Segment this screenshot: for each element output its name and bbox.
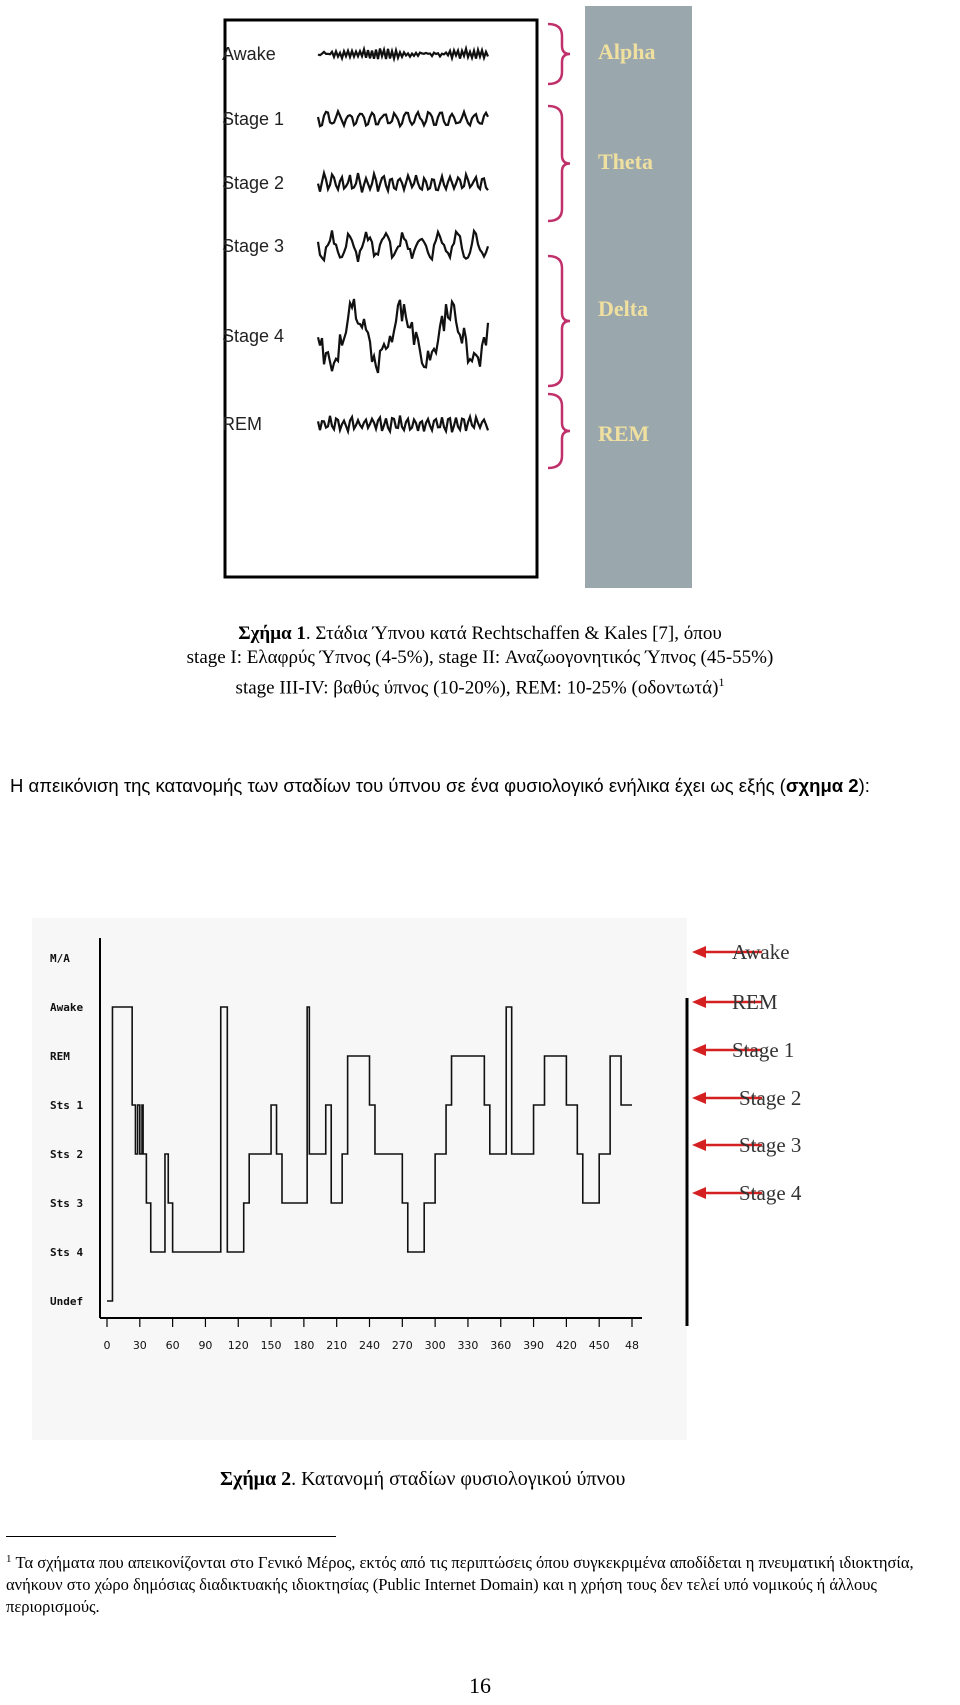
y-category-label: Sts 2: [50, 1148, 84, 1161]
body-paragraph: [10, 772, 955, 799]
figure-2-caption: [220, 1466, 760, 1492]
footnote-marker: 1: [6, 1553, 12, 1565]
band-brace: [548, 106, 570, 221]
arrow-head-icon: [692, 1092, 706, 1104]
x-tick-label: 450: [588, 1339, 610, 1352]
y-category-label: REM: [50, 1050, 70, 1063]
paragraph-ref-open: (: [779, 775, 786, 796]
x-tick-label: 120: [227, 1339, 249, 1352]
arrow-stage-label: Stage 4: [739, 1181, 802, 1205]
x-tick-label: 180: [293, 1339, 315, 1352]
band-brace: [548, 256, 570, 386]
y-category-label: Sts 4: [50, 1246, 84, 1259]
x-tick-label: 240: [359, 1339, 380, 1352]
y-category-label: Undef: [50, 1295, 84, 1308]
arrow-head-icon: [692, 1044, 706, 1056]
x-tick-label: 270: [391, 1339, 413, 1352]
figure-1-sleep-eeg-stages: [210, 6, 692, 588]
arrow-head-icon: [692, 996, 706, 1008]
band-brace: [548, 394, 570, 468]
caption-1-prefix: Σχήμα 1: [238, 623, 306, 644]
y-category-label: M/A: [50, 952, 70, 965]
stage-label: Awake: [222, 44, 276, 64]
arrow-stage-label: REM: [732, 990, 778, 1014]
arrow-head-icon: [692, 1139, 706, 1151]
arrow-head-icon: [692, 1187, 706, 1199]
figure-1-caption: [60, 622, 900, 700]
paragraph-figure-ref: σχημα 2: [785, 775, 859, 796]
x-tick-label: 90: [198, 1339, 213, 1352]
footnote-reference: 1: [718, 675, 725, 689]
hypnogram-background: [32, 918, 687, 1440]
band-label: REM: [598, 421, 650, 446]
caption-2-prefix: Σχήμα 2: [220, 1468, 292, 1490]
x-tick-label: 330: [457, 1339, 479, 1352]
stage-label: Stage 4: [222, 326, 285, 346]
caption-1-line-3: stage III-IV: βαθύς ύπνος (10-20%), REM: 10-25% (οδοντωτά): [235, 677, 719, 699]
x-tick-label: 0: [103, 1339, 111, 1352]
band-label: Delta: [598, 296, 649, 321]
arrow-head-icon: [692, 946, 706, 958]
page-number: 16: [469, 1673, 491, 1698]
x-tick-label: 390: [523, 1339, 545, 1352]
figure-1-canvas: [210, 6, 692, 588]
x-tick-label: 30: [132, 1339, 147, 1352]
caption-1-line-1: . Στάδια Ύπνου κατά Rechtschaffen & Kales [7], όπου: [305, 623, 722, 644]
caption-1-line-2: stage I: Ελαφρύς Ύπνος (4-5%), stage II: Αναζωογονητικός Ύπνος (45-55%): [186, 647, 774, 668]
stage-label: Stage 3: [222, 236, 285, 256]
stage-label: Stage 2: [222, 173, 285, 193]
x-tick-label: 210: [326, 1339, 348, 1352]
figure-2-hypnogram: [32, 918, 952, 1440]
paragraph-ref-close: ):: [858, 775, 870, 796]
arrow-stage-label: Stage 2: [739, 1086, 802, 1110]
y-category-label: Awake: [50, 1001, 84, 1014]
band-label: Alpha: [598, 39, 656, 64]
x-tick-label: 300: [424, 1339, 446, 1352]
figure-1-frame: [225, 20, 537, 577]
arrow-stage-label: Awake: [732, 940, 790, 964]
arrow-stage-label: Stage 1: [732, 1038, 795, 1062]
band-brace: [548, 24, 570, 84]
stage-label: REM: [222, 414, 262, 434]
x-tick-label: 48: [625, 1339, 639, 1352]
footnote-rule: [6, 1536, 336, 1537]
x-tick-label: 420: [555, 1339, 577, 1352]
arrow-stage-label: Stage 3: [739, 1133, 802, 1157]
y-category-label: Sts 3: [50, 1197, 84, 1210]
band-label: Theta: [598, 149, 653, 174]
y-category-label: Sts 1: [50, 1099, 84, 1112]
footnote: [6, 1548, 956, 1618]
footnote-text: Τα σχήματα που απεικονίζονται στο Γενικό Μέρος, εκτός από τις περιπτώσεις όπου συγκεκριμένα αποδίδεται η πνευματική ιδιοκτησία, ανήκουν στο χώρο δημόσιας διαδικτυακής ιδιοκτησίας (Public Internet Domain) και η χρήση τους δεν τελεί υπό νομικούς ή άλλους περιορισμούς.: [6, 1553, 914, 1616]
x-tick-label: 150: [260, 1339, 282, 1352]
paragraph-text: Η απεικόνιση της κατανομής των σταδίων του ύπνου σε ένα φυσιολογικό ενήλικα έχει ως εξής: [10, 775, 780, 796]
x-tick-label: 360: [490, 1339, 512, 1352]
hypnogram-chart: [32, 918, 952, 1440]
stage-label: Stage 1: [222, 109, 285, 129]
caption-2-text: . Κατανομή σταδίων φυσιολογικού ύπνου: [291, 1468, 626, 1490]
x-tick-label: 60: [165, 1339, 180, 1352]
